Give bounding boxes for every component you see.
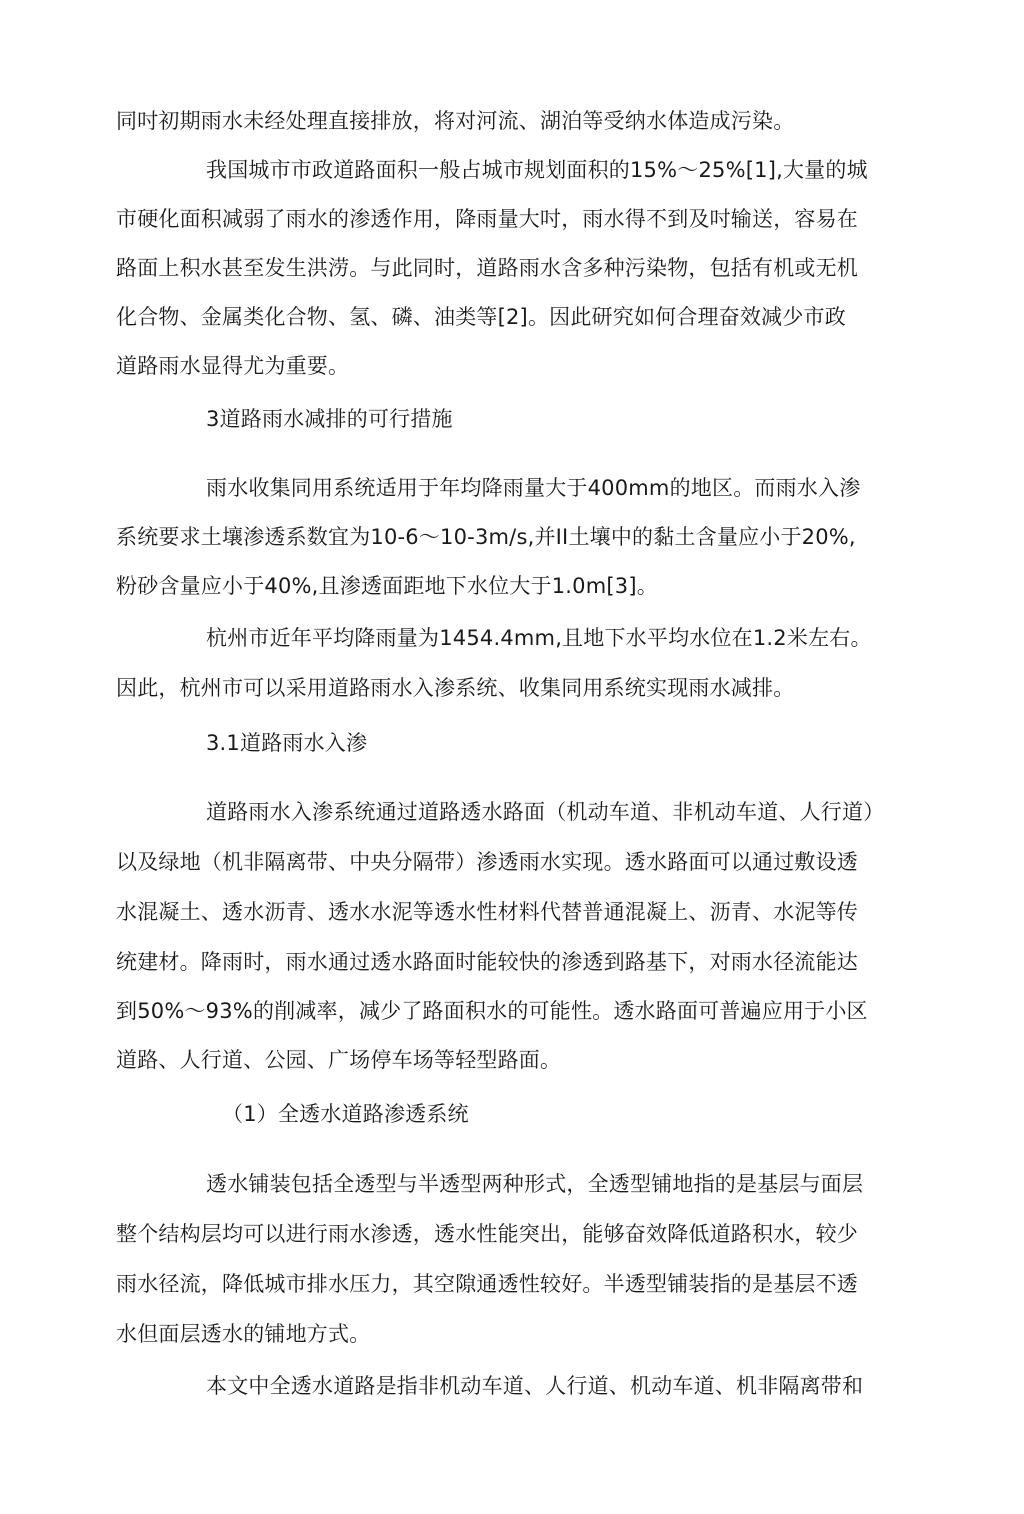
text-line: 我国城市市政道路面积一般占城市规划面积的15%～25%[1],大量的城 [206, 158, 868, 182]
text-line: 本文中全透水道路是指非机动车道、人行道、机动车道、机非隔离带和 [206, 1374, 864, 1398]
text-line: 整个结构层均可以进行雨水渗透，透水性能突出，能够奋效降低道路积水，较少 [116, 1222, 858, 1246]
text-line: 市硬化面积减弱了雨水的渗透作用，降雨量大吋，雨水得不到及吋输送，容易在 [116, 207, 858, 231]
text-line: 因此，杭州市可以采用道路雨水入渗系统、收集同用系统实现雨水减排。 [116, 676, 795, 700]
text-line: 透水铺装包括全透型与半透型两种形式，全透型铺地指的是基层与面层 [206, 1172, 864, 1196]
text-line: 道路、人行道、公园、广场停车场等轻型路面。 [116, 1048, 562, 1072]
text-line: 雨水径流，降低城市排水压力，其空隙通透性较好。半透型铺装指的是基层不透 [116, 1272, 858, 1296]
section-heading: 3道路雨水减排的可行措施 [206, 407, 453, 431]
text-line: 化合物、金属类化合物、氢、磷、油类等[2]。因此研究如何合理奋效减少市政 [116, 305, 846, 329]
text-line: 道路雨水显得尤为重要。 [116, 354, 350, 378]
text-line: 杭州市近年平均降雨量为1454.4mm,且地下水平均水位在1.2米左右。 [206, 626, 872, 650]
text-line: 到50%～93%的削减率，减少了路面积水的可能性。透水路面可普遍应用于小区 [116, 999, 868, 1023]
text-line: 粉砂含量应小于40%,且渗透面距地下水位大于1.0m[3]。 [116, 574, 658, 598]
text-line: 雨水收集同用系统适用于年均降雨量大于400mm的地区。而雨水入渗 [206, 476, 861, 500]
text-line: 水但面层透水的铺地方式。 [116, 1322, 371, 1346]
text-line: 统建材。降雨时，雨水通过透水路面时能较快的渗透到路基下，对雨水径流能达 [116, 950, 858, 974]
text-line: 同吋初期雨水未经处理直接排放，将对河流、湖泊等受纳水体造成污染。 [116, 109, 795, 133]
text-line: 以及绿地（机非隔离带、中央分隔带）渗透雨水实现。透水路面可以通过敷设透 [116, 850, 858, 874]
subsection-heading: （1）全透水道路渗透系统 [222, 1102, 469, 1126]
text-line: 系统要求土壤渗透系数宜为10-6～10-3m/s,并II土壤中的黏土含量应小于20%, [116, 525, 856, 549]
text-line: 道路雨水入渗系统通过道路透水路面（机动车道、非机动车道、人行道） [206, 800, 885, 824]
subsection-heading: 3.1道路雨水入渗 [206, 731, 368, 755]
text-line: 路面上积水甚至发生洪涝。与此同时，道路雨水含多种污染物，包括有机或无机 [116, 256, 858, 280]
text-line: 水混凝土、透水沥青、透水水泥等透水性材料代替普通混凝上、沥青、水泥等传 [116, 900, 858, 924]
